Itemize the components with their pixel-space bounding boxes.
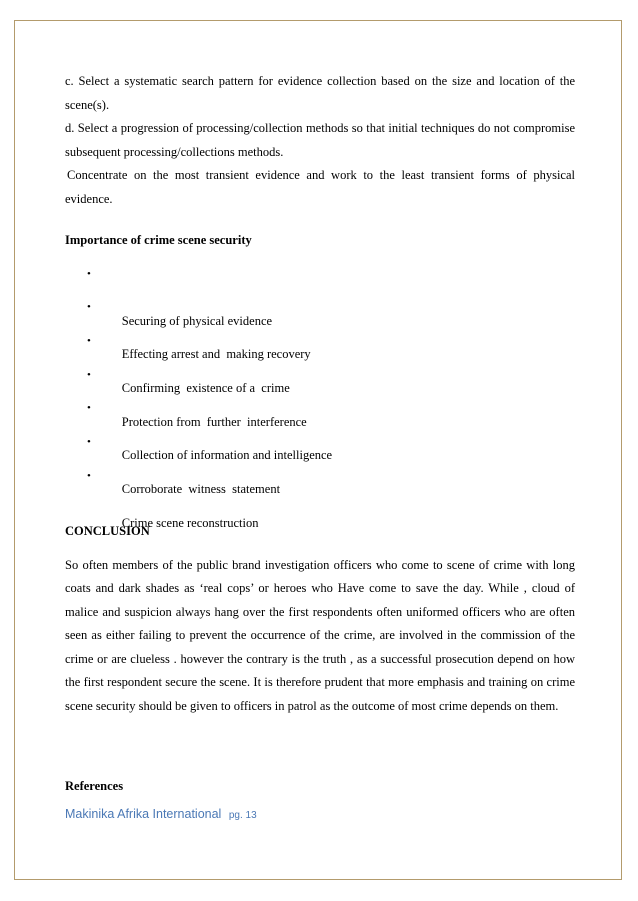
document-body: [65, 70, 579, 718]
bullet-icon: •: [87, 368, 91, 381]
paragraph-step-d: d. Select a progression of processing/collection methods so that initial techniques do not compromise subsequent processing/collections methods.: [65, 121, 575, 159]
heading-conclusion: CONCLUSION: [65, 524, 150, 539]
footer-organization: Makinika Afrika International: [65, 807, 222, 821]
bullet-icon: •: [87, 435, 91, 448]
list-item: [65, 465, 575, 530]
paragraph-concentrate: Concentrate on the most transient evidence and work to the least transient forms of physical evidence.: [65, 168, 575, 206]
list-item-text: Securing of physical evidence: [121, 313, 273, 328]
list-item-text: Collection of information and intelligence: [121, 448, 333, 463]
paragraph-step-c: c. Select a systematic search pattern for evidence collection based on the size and location of the scene(s).: [65, 74, 575, 112]
conclusion-paragraph: So often members of the public brand investigation officers who come to scene of crime with long coats and dark shades as ‘real cops’ or heroes who Have come to save the day. While , cloud of malice and suspicion always hang over the first respondents often uniformed officers who are often seen as either failing to prevent the occurrence of the crime, are involved in the commission of the crime or are clueless . however the contrary is the truth , as a successful prosecution depend on how the first respondent secure the scene. It is therefore prudent that more emphasis and training on crime scene security should be given to officers in patrol as the outcome of most crime depends on them.: [65, 557, 579, 713]
heading-importance: Importance of crime scene security: [65, 233, 252, 247]
list-item: [65, 263, 575, 328]
list-item-text: Crime scene reconstruction: [121, 515, 259, 530]
bullet-icon: •: [87, 402, 91, 415]
list-item-text: Confirming existence of a crime: [121, 380, 290, 395]
list-item: [65, 364, 575, 429]
bullet-icon: •: [87, 334, 91, 347]
bullet-icon: •: [87, 469, 91, 482]
importance-list: [65, 263, 575, 530]
bullet-icon: •: [87, 301, 91, 314]
bullet-icon: •: [87, 267, 91, 280]
page-footer: [65, 807, 257, 821]
list-item-text: Protection from further interference: [121, 414, 307, 429]
list-item-text: Corroborate witness statement: [121, 481, 281, 496]
list-item-text: Effecting arrest and making recovery: [121, 347, 311, 362]
page-number: pg. 13: [228, 810, 257, 821]
heading-references: References: [65, 779, 124, 793]
